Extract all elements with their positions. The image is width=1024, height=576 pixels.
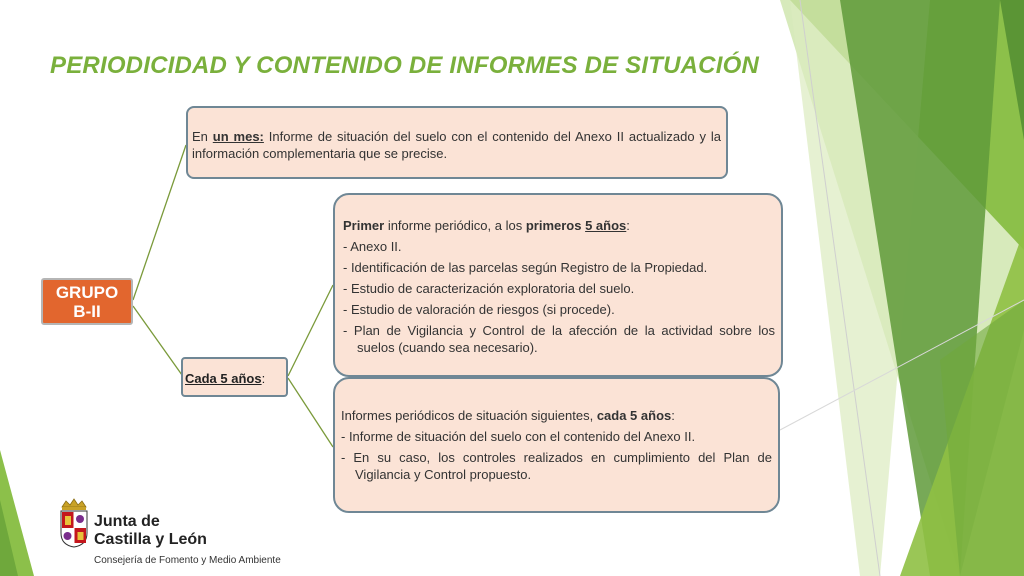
intro-bold-primer: Primer (343, 218, 385, 233)
logo-title (94, 513, 207, 549)
every-5-years-box (181, 357, 288, 397)
first-report-intro (343, 217, 775, 234)
intro-colon: : (626, 218, 630, 233)
periodic-intro-text: Informes periódicos de situación siguientes, (341, 408, 597, 423)
group-line1: GRUPO (55, 283, 119, 302)
periodic-intro-colon: : (671, 408, 675, 423)
group-badge (41, 278, 133, 325)
list-item: - Anexo II. (343, 239, 402, 254)
periodic-intro (341, 407, 772, 424)
list-item: - Informe de situación del suelo con el contenido del Anexo II. (341, 429, 696, 444)
monthly-report-box (186, 106, 728, 179)
list-item: - Plan de Vigilancia y Control de la afección de la actividad sobre los suelos (cuando sea necesario). (343, 323, 775, 355)
periodic-intro-bold: cada 5 años (596, 408, 672, 423)
coat-of-arms-icon (56, 497, 92, 549)
cada-label: Cada 5 años (185, 371, 262, 386)
junta-logo (56, 497, 316, 573)
page-title: PERIODICIDAD Y CONTENIDO DE INFORMES DE SITUACIÓN (50, 52, 759, 79)
list-item: - Identificación de las parcelas según Registro de la Propiedad. (343, 260, 708, 275)
logo-subtitle: Consejería de Fomento y Medio Ambiente (94, 555, 281, 566)
periodic-reports-box (333, 377, 780, 513)
group-line2: B-II (73, 302, 101, 321)
list-item: - En su caso, los controles realizados en cumplimiento del Plan de Vigilancia y Control propuesto. (341, 450, 772, 482)
list-item: - Estudio de valoración de riesgos (si procede). (343, 302, 615, 317)
cada-suffix: : (261, 371, 266, 386)
intro-bold-primeros: primeros (525, 218, 582, 233)
box-top-bold: un mes: (212, 129, 264, 144)
logo-line1: Junta de (94, 513, 160, 530)
intro-text: informe periódico, a los (384, 218, 526, 233)
box-top-text: Informe de situación del suelo con el contenido del Anexo II actualizado y la información complementaria que se precise. (192, 129, 721, 161)
list-item: - Estudio de caracterización exploratoria del suelo. (343, 281, 635, 296)
first-report-box (333, 193, 783, 377)
intro-bold-years: 5 años (585, 218, 627, 233)
logo-line2: Castilla y León (94, 531, 207, 548)
box-top-pre: En (192, 129, 213, 144)
